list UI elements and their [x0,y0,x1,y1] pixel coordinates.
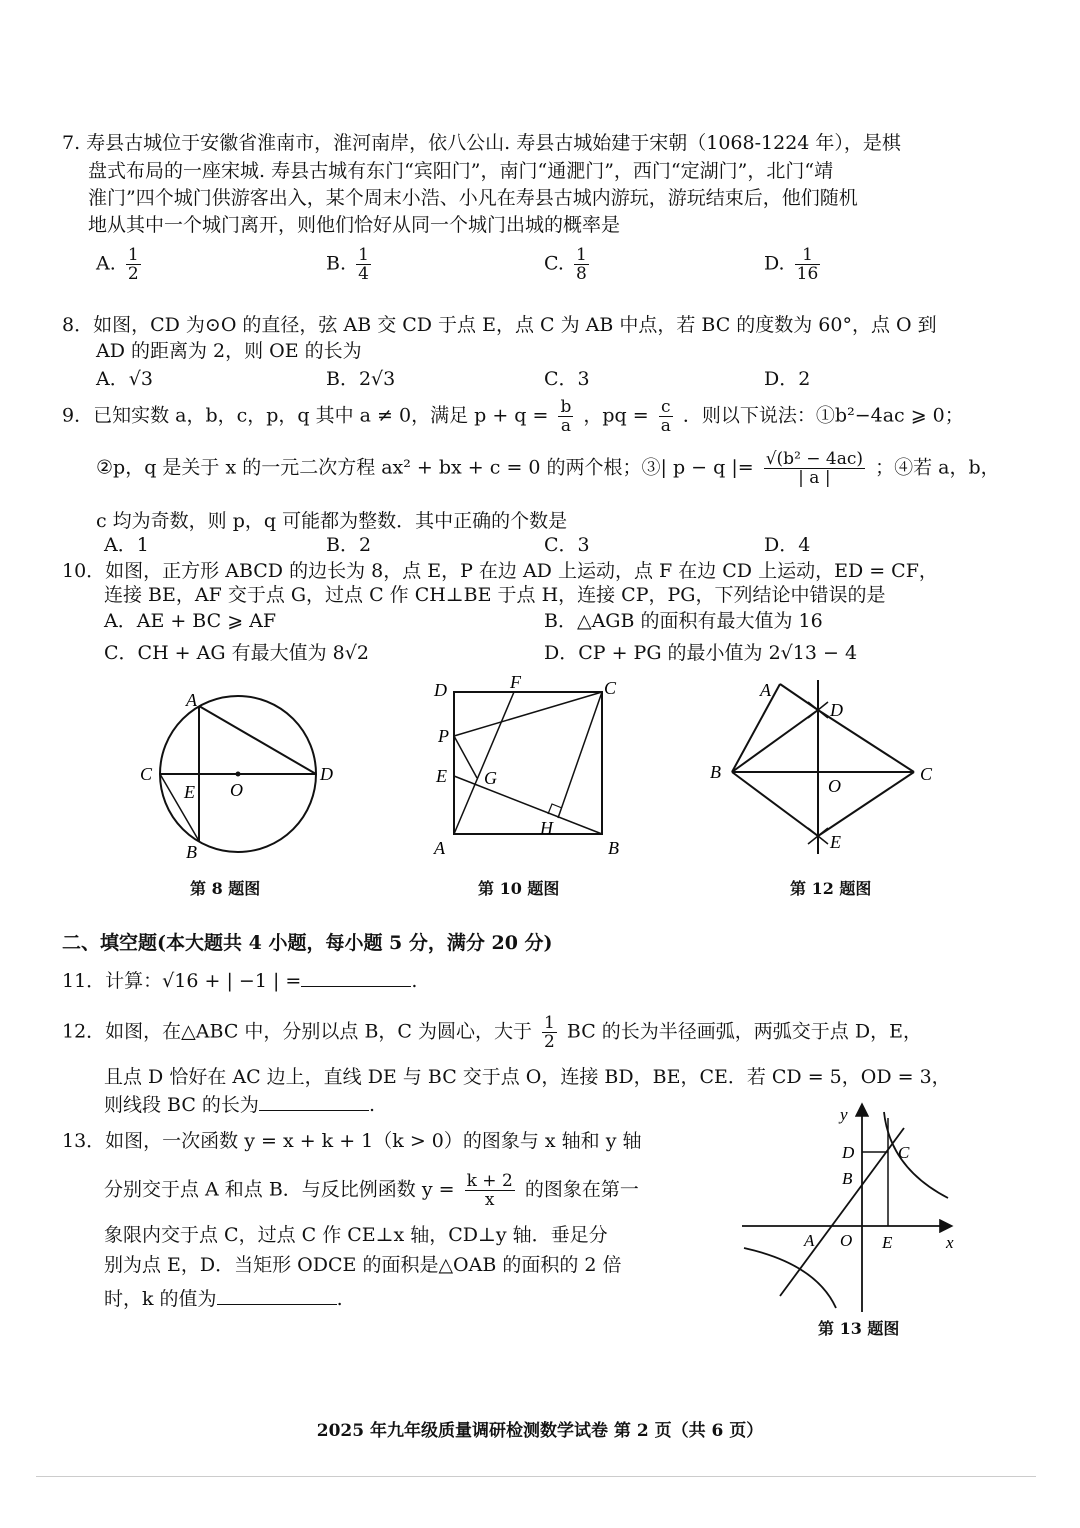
fig13-hyperbola-q1 [884,1112,948,1198]
fig12-segment-ab [732,684,780,772]
fig10-label-b: B [608,838,619,858]
q9-option-a: A．1 [104,534,149,556]
q9-line-1: 9．已知实数 a，b，c，p，q 其中 a ≠ 0，满足 p + q = $\frac{b}{a}$ ，pq = $\frac{c}{a}$ ．则以下说法：①b²−4ac ⩾ 0； [62,397,964,436]
q8-option-d: D．2 [764,368,811,390]
q10-line-2: 连接 BE，AF 交于点 G，过点 C 作 CH⊥BE 于点 H，连接 CP，PG，下列结论中错误的是 [104,584,886,606]
fig13-label-d: D [842,1143,855,1162]
q7-line-1: 7. 寿县古城位于安徽省淮南市，淮河南岸，依八公山. 寿县古城始建于宋朝（1068-1224 年），是棋 [62,132,901,154]
fig13-label-a: A [804,1231,815,1250]
fig12-segment-be [732,772,818,836]
q9-option-b: B．2 [326,534,372,556]
fig13-label-y: y [840,1105,848,1124]
q10-option-b: B．△AGB 的面积有最大值为 16 [544,610,823,632]
q7-option-d: D. $\frac{1}{16}$ [764,245,819,284]
q13-line-1: 13．如图，一次函数 y = x + k + 1（k > 0）的图象与 x 轴和 y 轴 [62,1130,642,1152]
fig13-hyperbola-q3 [744,1248,836,1308]
q10-option-d: D．CP + PG 的最小值为 2√13 − 4 [544,642,858,664]
fig10-segment-af [454,692,514,834]
fig13-label-x: x [946,1233,954,1252]
q13-line-2: 分别交于点 A 和点 B．与反比例函数 y = $\frac{k + 2}{x}$ 的图象在第一 [104,1171,639,1210]
fig13-label-c: C [898,1143,910,1162]
q13-line-5: 时，k 的值为 . [104,1288,343,1310]
q11: 11．计算：√16 + | −1 | = . [62,970,418,992]
q7-option-b: B. $\frac{1}{4}$ [326,245,369,284]
fig10-label-g: G [484,768,497,788]
fig10-segment-pc [454,692,602,736]
q8-line-1: 8．如图，CD 为⊙O 的直径，弦 AB 交 CD 于点 E，点 C 为 AB 中点，若 BC 的度数为 60°，点 O 到 [62,314,937,336]
q8-line-2: AD 的距离为 2，则 OE 的长为 [96,340,362,362]
fig8-center-dot [236,772,241,777]
page-bottom-rule [36,1476,1036,1477]
fig12-label-d: D [830,700,843,720]
q10-option-c: C．CH + AG 有最大值为 8√2 [104,642,369,664]
fig10-label-a: A [434,838,445,858]
fig10-label-f: F [510,674,521,692]
fig8-label-b: B [186,842,197,862]
q9-option-d: D．4 [764,534,811,556]
fig10-segment-eb [454,776,602,834]
fig10-segment-ch [558,692,602,818]
q9-line-2: ②p，q 是关于 x 的一元二次方程 ax² + bx + c = 0 的两个根；③| p − q |= $\frac{\text{√(b² − 4ac)}}{| a |}$ ；④若 a，b， [96,449,1000,488]
fig12-label-b: B [710,762,721,782]
q8-option-b: B．2√3 [326,368,396,390]
figure-13 [736,1098,968,1316]
fig10-label-d: D [434,680,447,700]
figure-10 [430,674,630,860]
fig8-label-a: A [186,690,197,710]
q7-line-4: 地从其中一个城门离开，则他们恰好从同一个城门出城的概率是 [88,214,621,236]
fig8-label-c: C [140,764,153,784]
q12-line-2: 且点 D 恰好在 AC 边上，直线 DE 与 BC 交于点 O，连接 BD，BE，CE．若 CD = 5，OD = 3， [104,1066,951,1088]
q7-option-c: C. $\frac{1}{8}$ [544,245,587,284]
q12-line-3: 则线段 BC 的长为 . [104,1094,375,1116]
q13-line-4: 别为点 E，D．当矩形 ODCE 的面积是△OAB 的面积的 2 倍 [104,1254,622,1276]
q7-line-3: 淮门”四个城门供游客出入，某个周末小浩、小凡在寿县古城内游玩，游玩结束后，他们随机 [88,187,858,209]
fig12-caption: 第 12 题图 [790,879,872,898]
q10-line-1: 10．如图，正方形 ABCD 的边长为 8，点 E，P 在边 AD 上运动，点 F 在边 CD 上运动，ED = CF， [62,560,938,582]
section-2-title: 二、填空题(本大题共 4 小题，每小题 5 分，满分 20 分) [62,932,553,954]
fig8-label-d: D [320,764,333,784]
q13-answer-blank [217,1286,337,1305]
fig12-label-o: O [828,776,841,796]
q8-option-c: C．3 [544,368,590,390]
fig12-segment-bd [732,710,818,772]
fig8-segment-ad [199,706,316,774]
page-footer: 2025 年九年级质量调研检测数学试卷 第 2 页（共 6 页） [316,1421,764,1441]
q7-line-2: 盘式布局的一座宋城. 寿县古城有东门“宾阳门”，南门“通淝门”，西门“定湖门”，北门“靖 [88,160,834,182]
fig10-segment-pg [454,736,477,778]
fig10-caption: 第 10 题图 [478,879,560,898]
fig10-label-e: E [436,766,447,786]
q7-option-a: A. $\frac{1}{2}$ [96,245,139,284]
fig13-label-o: O [840,1231,853,1250]
fig13-caption: 第 13 题图 [818,1319,900,1338]
fig12-label-e: E [830,832,841,852]
q13-line-3: 象限内交于点 C，过点 C 作 CE⊥x 轴，CD⊥y 轴．垂足分 [104,1224,608,1246]
fig12-label-c: C [920,764,933,784]
fig8-caption: 第 8 题图 [190,879,261,898]
fig13-label-b: B [842,1169,853,1188]
q10-option-a: A．AE + BC ⩾ AF [104,610,277,632]
q8-option-a: A．√3 [96,368,153,390]
fig10-label-c: C [604,678,617,698]
figure-8 [130,686,350,862]
fig8-label-e: E [184,782,195,802]
fig12-label-a: A [760,680,771,700]
q12-line-1: 12．如图，在△ABC 中，分别以点 B，C 为圆心，大于 $\frac{1}{2}$ BC 的长为半径画弧，两弧交于点 D，E， [62,1013,922,1052]
fig13-label-e: E [882,1233,893,1252]
fig10-label-h: H [540,818,553,838]
q12-answer-blank [259,1092,369,1111]
q9-option-c: C．3 [544,534,590,556]
fig8-label-o: O [230,780,243,800]
figure-12 [704,676,950,862]
q9-line-3: c 均为奇数，则 p，q 可能都为整数．其中正确的个数是 [96,510,568,532]
fig10-label-p: P [438,726,449,746]
q11-answer-blank [301,968,411,987]
